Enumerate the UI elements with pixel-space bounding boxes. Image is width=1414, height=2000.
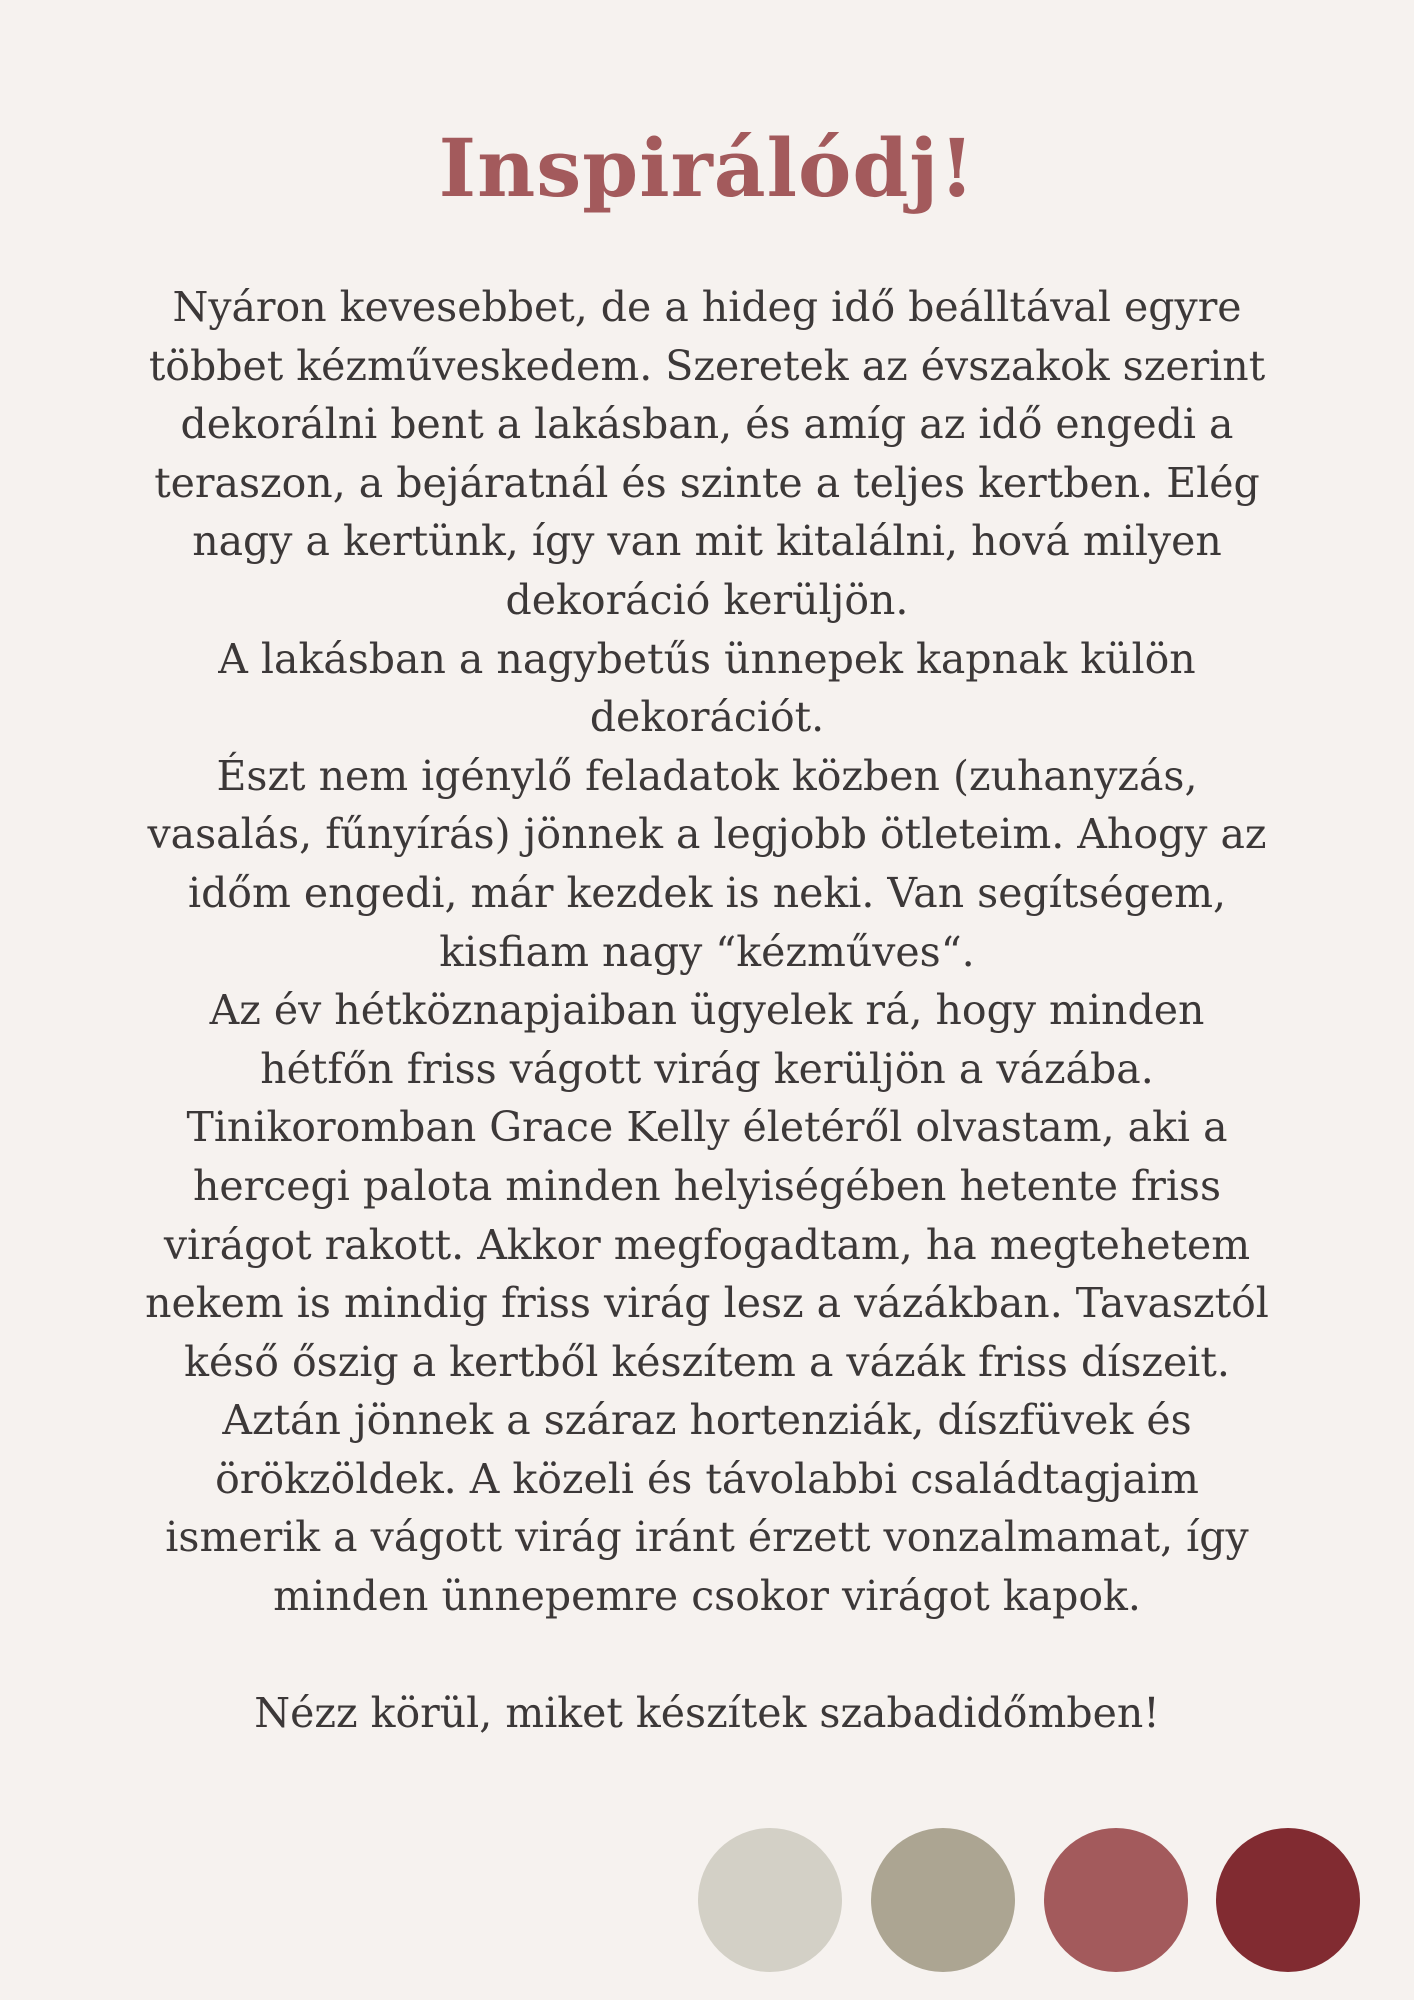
body-line: Az év hétköznapjaiban ügyelek rá, hogy minden (209, 986, 1205, 1035)
color-swatch (871, 1828, 1015, 1972)
color-swatch (1044, 1828, 1188, 1972)
body-line: hétfőn friss vágott virág kerüljön a vázába. (260, 1044, 1154, 1093)
paragraph-spacer (90, 1626, 1324, 1685)
body-line: Észt nem igénylő feladatok közben (zuhanyzás, (216, 751, 1198, 800)
body-line: hercegi palota minden helyiségében hetente friss (192, 1161, 1222, 1210)
body-line: dekorálni bent a lakásban, és amíg az idő engedi a (180, 400, 1234, 449)
page-title: Inspirálódj! (438, 121, 976, 215)
body-line: ismerik a vágott virág iránt érzett vonzalmamat, így (165, 1513, 1249, 1562)
body-line: A lakásban a nagybetűs ünnepek kapnak külön (218, 634, 1196, 683)
body-line: örökzöldek. A közeli és távolabbi családtagjaim (215, 1454, 1199, 1503)
body-line: Tinikoromban Grace Kelly életéről olvastam, aki a (186, 1103, 1228, 1152)
body-line: kisfiam nagy “kézműves“. (439, 927, 975, 976)
body-line: virágot rakott. Akkor megfogadtam, ha megtehetem (163, 1220, 1251, 1269)
body-line: vasalás, fűnyírás) jönnek a legjobb ötleteim. Ahogy az (147, 810, 1267, 859)
body-line: dekorációt. (589, 693, 825, 742)
body-line: többet kézműveskedem. Szeretek az évszakok szerint (148, 341, 1266, 390)
body-line: dekoráció kerüljön. (505, 575, 909, 624)
body-line: teraszon, a bejáratnál és szinte a teljes kertben. Elég (154, 458, 1260, 507)
body-line: minden ünnepemre csokor virágot kapok. (273, 1572, 1141, 1621)
body-line: nagy a kertünk, így van mit kitalálni, hová milyen (192, 517, 1222, 566)
body-line: késő őszig a kertből készítem a vázák friss díszeit. (184, 1337, 1230, 1386)
body-text (90, 278, 1324, 1743)
body-line: időm engedi, már kezdek is neki. Van segítségem, (187, 868, 1227, 917)
color-swatch (1216, 1828, 1360, 1972)
body-line: Aztán jönnek a száraz hortenziák, díszfüvek és (222, 1396, 1192, 1445)
color-swatch (698, 1828, 842, 1972)
body-line: nekem is mindig friss virág lesz a vázákban. Tavasztól (145, 1279, 1269, 1328)
color-palette (698, 1828, 1360, 1972)
closing-line: Nézz körül, miket készítek szabadidőmben! (254, 1689, 1160, 1738)
body-line: Nyáron kevesebbet, de a hideg idő beálltával egyre (172, 283, 1242, 331)
